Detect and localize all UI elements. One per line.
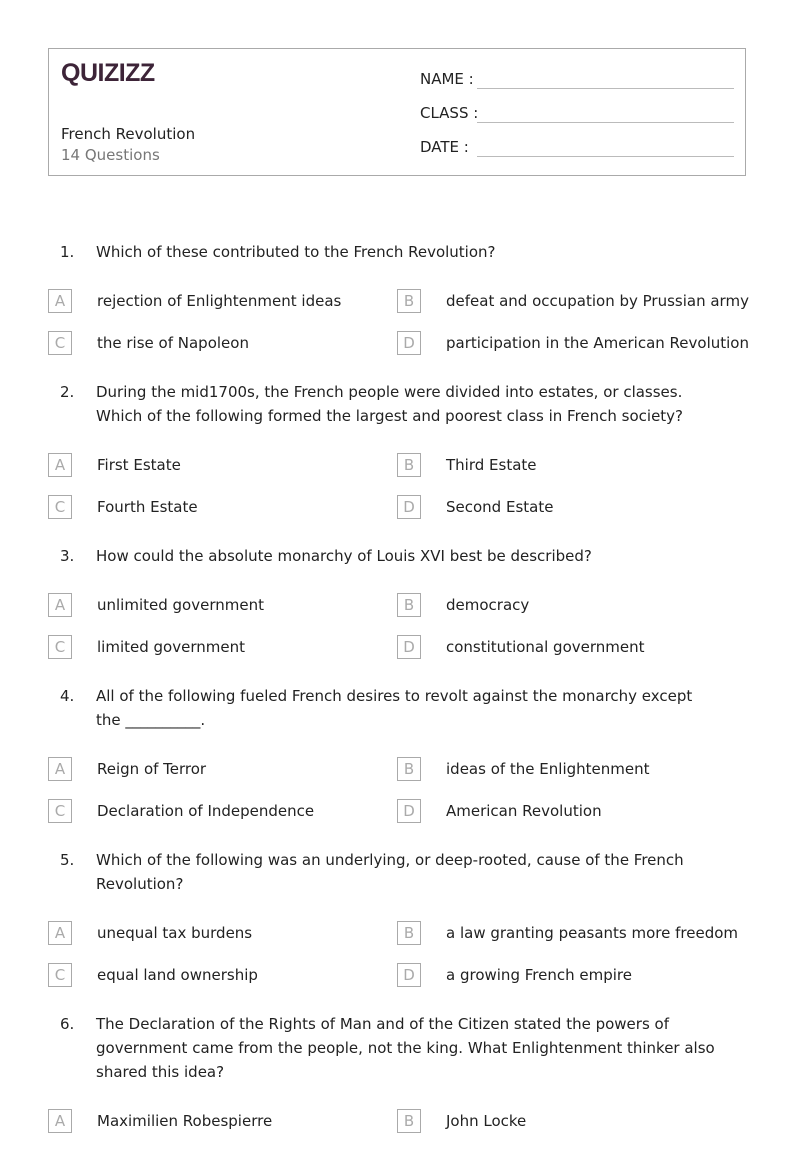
option-letter-box[interactable]: C	[48, 331, 72, 355]
option-text: American Revolution	[446, 802, 602, 820]
class-field[interactable]	[420, 100, 734, 124]
answer-option[interactable]	[397, 280, 749, 322]
answer-option[interactable]	[48, 322, 249, 364]
answer-option[interactable]	[48, 626, 245, 668]
option-letter-box[interactable]: D	[397, 495, 421, 519]
option-letter-box[interactable]: B	[397, 289, 421, 313]
question-text: During the mid1700s, the French people were divided into estates, or classes. Which of the following formed the largest and poorest class in French society?	[96, 383, 684, 425]
option-row	[0, 790, 794, 832]
option-text: unlimited government	[97, 596, 264, 614]
option-letter-box[interactable]: C	[48, 963, 72, 987]
option-letter-box[interactable]: A	[48, 757, 72, 781]
option-text: equal land ownership	[97, 966, 258, 984]
option-letter-box[interactable]: A	[48, 1109, 72, 1133]
answer-option[interactable]	[397, 584, 529, 626]
answer-option[interactable]	[397, 486, 553, 528]
answer-option[interactable]	[48, 584, 264, 626]
answer-option[interactable]	[397, 626, 645, 668]
answer-option[interactable]	[397, 954, 632, 996]
option-text: Second Estate	[446, 498, 554, 516]
option-row	[0, 584, 794, 626]
option-text: unequal tax burdens	[97, 924, 253, 942]
name-line[interactable]	[477, 88, 734, 89]
option-text: democracy	[446, 596, 530, 614]
question-list	[0, 240, 794, 1158]
option-letter-box[interactable]: A	[48, 921, 72, 945]
answer-option[interactable]	[397, 444, 537, 486]
worksheet-title: French Revolution	[61, 125, 196, 143]
option-row	[0, 280, 794, 322]
option-letter-box[interactable]: A	[48, 593, 72, 617]
question-text: All of the following fueled French desires to revolt against the monarchy except the __________.	[96, 687, 693, 729]
question	[0, 1012, 716, 1084]
option-row	[0, 322, 794, 364]
question-number: 2.	[60, 383, 75, 401]
answer-option[interactable]	[48, 790, 314, 832]
question-number: 1.	[60, 243, 75, 261]
question	[0, 240, 716, 264]
date-label: DATE :	[420, 138, 469, 156]
option-text: ideas of the Enlightenment	[446, 760, 650, 778]
date-line[interactable]	[477, 156, 734, 157]
option-text: Reign of Terror	[97, 760, 207, 778]
option-text: Maximilien Robespierre	[97, 1112, 273, 1130]
question-number: 4.	[60, 687, 75, 705]
option-letter-box[interactable]: B	[397, 757, 421, 781]
option-text: constitutional government	[446, 638, 645, 656]
answer-option[interactable]	[48, 954, 258, 996]
option-letter-box[interactable]: D	[397, 635, 421, 659]
option-letter-box[interactable]: A	[48, 289, 72, 313]
option-text: defeat and occupation by Prussian army	[446, 292, 749, 310]
option-text: a growing French empire	[446, 966, 632, 984]
option-row	[0, 954, 794, 996]
answer-option[interactable]	[397, 1100, 526, 1142]
option-text: First Estate	[97, 456, 181, 474]
question	[0, 848, 716, 896]
option-row	[0, 912, 794, 954]
answer-options	[0, 280, 794, 364]
worksheet-header	[48, 48, 746, 176]
option-text: participation in the American Revolution	[446, 334, 749, 352]
option-row	[0, 1100, 794, 1142]
option-letter-box[interactable]: D	[397, 331, 421, 355]
option-row	[0, 626, 794, 668]
answer-option[interactable]	[48, 912, 252, 954]
option-text: John Locke	[446, 1112, 527, 1130]
question	[0, 544, 716, 568]
option-text: the rise of Napoleon	[97, 334, 249, 352]
answer-option[interactable]	[397, 322, 749, 364]
class-label: CLASS :	[420, 104, 479, 122]
name-field[interactable]	[420, 66, 734, 90]
question-number: 5.	[60, 851, 75, 869]
date-field[interactable]	[420, 134, 734, 158]
answer-option[interactable]	[397, 912, 738, 954]
option-text: limited government	[97, 638, 245, 656]
option-letter-box[interactable]: C	[48, 495, 72, 519]
answer-options	[0, 444, 794, 528]
answer-option[interactable]	[48, 748, 206, 790]
answer-option[interactable]	[48, 486, 198, 528]
question	[0, 380, 716, 428]
option-row	[0, 444, 794, 486]
name-label: NAME :	[420, 70, 474, 88]
option-text: a law granting peasants more freedom	[446, 924, 739, 942]
question-text: Which of the following was an underlying, or deep-rooted, cause of the French Revolution?	[96, 851, 684, 893]
option-letter-box[interactable]: B	[397, 593, 421, 617]
option-row	[0, 748, 794, 790]
option-letter-box[interactable]: D	[397, 963, 421, 987]
question-number: 3.	[60, 547, 75, 565]
option-text: Declaration of Independence	[97, 802, 315, 820]
answer-options	[0, 748, 794, 832]
question-number: 6.	[60, 1015, 75, 1033]
option-text: Third Estate	[446, 456, 537, 474]
question	[0, 684, 716, 732]
answer-option[interactable]	[397, 748, 650, 790]
option-row	[0, 486, 794, 528]
option-text: rejection of Enlightenment ideas	[97, 292, 342, 310]
option-letter-box[interactable]: C	[48, 799, 72, 823]
answer-option[interactable]	[48, 280, 341, 322]
option-letter-box[interactable]: B	[397, 921, 421, 945]
answer-options	[0, 912, 794, 996]
option-letter-box[interactable]: B	[397, 453, 421, 477]
answer-options	[0, 584, 794, 668]
question-text: How could the absolute monarchy of Louis XVI best be described?	[96, 547, 592, 565]
class-line[interactable]	[477, 122, 734, 123]
question-text: Which of these contributed to the French Revolution?	[96, 243, 496, 261]
option-letter-box[interactable]: C	[48, 635, 72, 659]
option-letter-box[interactable]: A	[48, 453, 72, 477]
option-text: Fourth Estate	[97, 498, 198, 516]
option-letter-box[interactable]: B	[397, 1109, 421, 1133]
answer-option[interactable]	[397, 790, 602, 832]
answer-option[interactable]	[48, 1100, 272, 1142]
answer-options	[0, 1100, 794, 1142]
option-letter-box[interactable]: D	[397, 799, 421, 823]
question-text: The Declaration of the Rights of Man and of the Citizen stated the powers of government came from the people, not the king. What Enlightenment thinker also shared this idea?	[96, 1015, 715, 1081]
question-count: 14 Questions	[61, 146, 160, 164]
answer-option[interactable]	[48, 444, 181, 486]
quizizz-logo: QUIZIZZ	[61, 59, 155, 87]
